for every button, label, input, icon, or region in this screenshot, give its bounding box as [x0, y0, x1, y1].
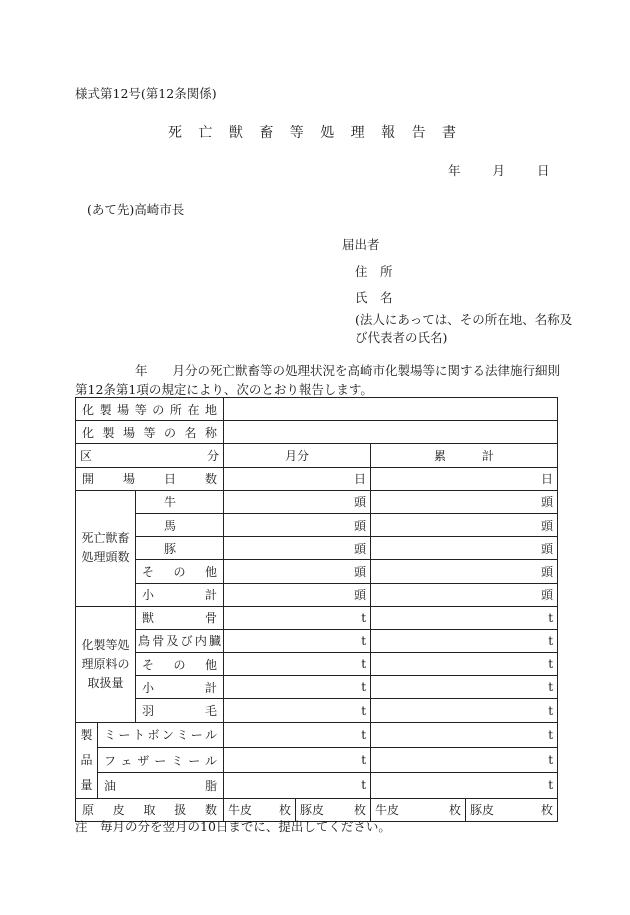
- raw-group-label: 化製等処理原料の取扱量: [76, 606, 136, 722]
- dead-monthly[interactable]: 頭: [224, 560, 371, 583]
- raw-cumulative[interactable]: t: [371, 629, 558, 652]
- dead-monthly[interactable]: 頭: [224, 513, 371, 536]
- dead-monthly[interactable]: 頭: [224, 537, 371, 560]
- dead-group-label: 死亡獣畜処理頭数: [76, 490, 136, 606]
- raw-monthly[interactable]: t: [224, 653, 371, 676]
- product-group-label: [76, 722, 98, 798]
- facility-name-field[interactable]: [224, 421, 558, 444]
- table-row: [76, 722, 558, 747]
- dead-row-label: その他: [136, 560, 224, 583]
- table-row: [76, 653, 558, 676]
- date-year: 年: [448, 163, 461, 178]
- intro-text: 年 月分の死亡獣畜等の処理状況を高崎市化製場等に関する法律施行細則第12条第1項の規定により、次のとおり報告します。: [75, 363, 561, 397]
- product-cumulative[interactable]: t: [371, 773, 558, 798]
- raw-monthly[interactable]: t: [224, 676, 371, 699]
- facility-name-label: 化製場等の名称: [76, 421, 224, 444]
- table-row: [76, 560, 558, 583]
- date-line: [448, 161, 549, 179]
- report-table: [75, 397, 558, 822]
- table-row: [76, 444, 558, 467]
- table-row: [76, 398, 558, 421]
- category-right: 分: [207, 448, 220, 463]
- table-row: [76, 467, 558, 490]
- raw-cumulative[interactable]: t: [371, 676, 558, 699]
- hide-pig-cumulative[interactable]: [466, 798, 558, 821]
- product-cumulative[interactable]: t: [371, 747, 558, 772]
- sheet-unit: 枚: [541, 803, 554, 818]
- filer-label: 届出者: [342, 237, 380, 252]
- product-cumulative[interactable]: t: [371, 722, 558, 747]
- table-row: [76, 606, 558, 629]
- dead-cumulative[interactable]: 頭: [371, 537, 558, 560]
- location-label: 化製場等の所在地: [76, 398, 224, 421]
- product-row-label: ミートボンミール: [98, 722, 224, 747]
- sheet-unit: 枚: [354, 803, 367, 818]
- dead-cumulative[interactable]: 頭: [371, 513, 558, 536]
- footnote: 注 毎月の分を翌月の10日までに、提出してください。: [75, 819, 391, 834]
- cattle-hide-label: 牛皮: [375, 803, 400, 818]
- raw-row-label: 小計: [136, 676, 224, 699]
- form-number: 様式第12号(第12条関係): [75, 86, 217, 101]
- dead-row-label: 牛: [136, 490, 224, 513]
- addressee: (あて先)高崎市長: [87, 202, 185, 217]
- product-monthly[interactable]: t: [224, 747, 371, 772]
- raw-monthly[interactable]: t: [224, 699, 371, 722]
- dead-monthly[interactable]: 頭: [224, 490, 371, 513]
- table-row: [76, 747, 558, 772]
- raw-row-label: その他: [136, 653, 224, 676]
- table-row: [76, 490, 558, 513]
- dead-row-label: 馬: [136, 513, 224, 536]
- category-left: 区: [80, 448, 93, 463]
- raw-monthly[interactable]: t: [224, 606, 371, 629]
- opening-days-label: 開場日数: [76, 467, 224, 490]
- table-row: [76, 773, 558, 798]
- raw-cumulative[interactable]: t: [371, 699, 558, 722]
- table-row: [76, 513, 558, 536]
- monthly-header: 月分: [224, 444, 371, 467]
- hide-label: 原皮取扱数: [76, 798, 224, 821]
- sheet-unit: 枚: [279, 803, 292, 818]
- dead-cumulative[interactable]: 頭: [371, 490, 558, 513]
- address-label: 住 所: [355, 264, 393, 279]
- raw-row-label: 獣骨: [136, 606, 224, 629]
- table-row: [76, 699, 558, 722]
- raw-cumulative[interactable]: t: [371, 606, 558, 629]
- product-group-char: 製: [80, 727, 93, 742]
- pig-hide-label: 豚皮: [470, 803, 495, 818]
- product-monthly[interactable]: t: [224, 773, 371, 798]
- opening-days-monthly[interactable]: 日: [224, 467, 371, 490]
- product-row-label: フェザーミール: [98, 747, 224, 772]
- product-monthly[interactable]: t: [224, 722, 371, 747]
- corporation-note: (法人にあっては、その所在地、名称及び代表者の氏名): [355, 312, 573, 345]
- document-title: 死 亡 獣 畜 等 処 理 報 告 書: [167, 125, 463, 141]
- raw-monthly[interactable]: t: [224, 629, 371, 652]
- product-group-char: 量: [80, 777, 93, 792]
- raw-cumulative[interactable]: t: [371, 653, 558, 676]
- location-field[interactable]: [224, 398, 558, 421]
- raw-row-label: 鳥骨及び内臓: [136, 629, 224, 652]
- table-row: [76, 629, 558, 652]
- table-row: [76, 583, 558, 606]
- sheet-unit: 枚: [449, 803, 462, 818]
- date-day: 日: [536, 163, 550, 178]
- name-label: 氏 名: [355, 290, 393, 305]
- dead-cumulative[interactable]: 頭: [371, 583, 558, 606]
- product-group-char: 品: [80, 752, 93, 767]
- table-row: [76, 676, 558, 699]
- product-row-label: 油脂: [98, 773, 224, 798]
- cumulative-header: 累 計: [371, 444, 558, 467]
- pig-hide-label: 豚皮: [300, 803, 325, 818]
- raw-row-label: 羽毛: [136, 699, 224, 722]
- dead-cumulative[interactable]: 頭: [371, 560, 558, 583]
- category-header: [76, 444, 224, 467]
- cattle-hide-label: 牛皮: [228, 803, 253, 818]
- dead-row-label: 小計: [136, 583, 224, 606]
- table-row: [76, 421, 558, 444]
- opening-days-cumulative[interactable]: 日: [371, 467, 558, 490]
- dead-monthly[interactable]: 頭: [224, 583, 371, 606]
- table-row: [76, 537, 558, 560]
- dead-row-label: 豚: [136, 537, 224, 560]
- date-month: 月: [492, 163, 505, 178]
